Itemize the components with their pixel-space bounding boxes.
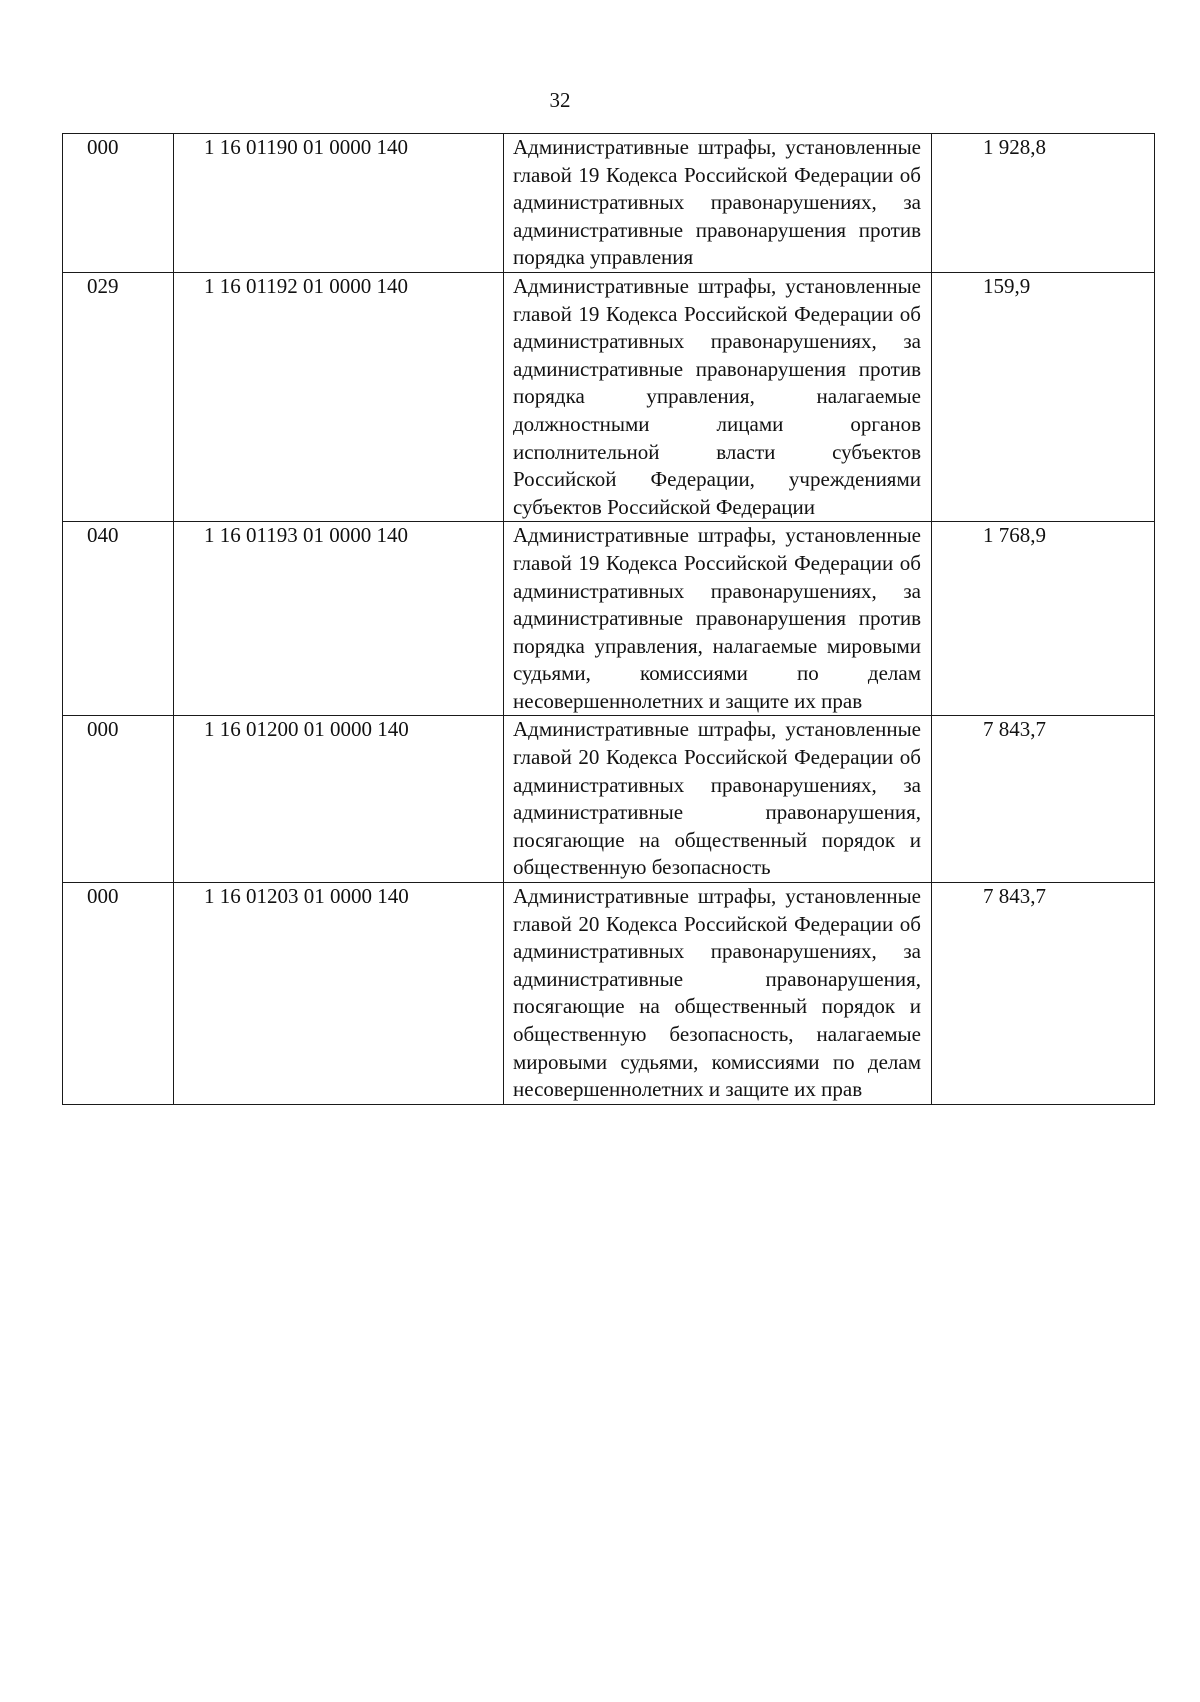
admin-code-cell: 040: [63, 522, 174, 716]
kbk-code-cell: 1 16 01192 01 0000 140: [174, 272, 504, 521]
amount-cell: 1 768,9: [932, 522, 1155, 716]
budget-revenue-table: [62, 133, 1155, 1105]
table-row: [63, 272, 1155, 521]
revenue-name-cell: Административные штрафы, установленные главой 20 Кодекса Российской Федерации об административных правонарушениях, за административные правонарушения, посягающие на общественный порядок и общественную безопасность: [504, 716, 932, 883]
kbk-code-cell: 1 16 01193 01 0000 140: [174, 522, 504, 716]
kbk-code-cell: 1 16 01200 01 0000 140: [174, 716, 504, 883]
table-row: [63, 134, 1155, 273]
admin-code-cell: 000: [63, 134, 174, 273]
revenue-name-cell: Административные штрафы, установленные главой 19 Кодекса Российской Федерации об административных правонарушениях, за административные правонарушения против порядка управления, налагаемые должностными лицами органов исполнительной власти субъектов Российской Федерации, учреждениями субъектов Российской Федерации: [504, 272, 932, 521]
amount-cell: 7 843,7: [932, 716, 1155, 883]
kbk-code-cell: 1 16 01203 01 0000 140: [174, 883, 504, 1105]
table-row: [63, 883, 1155, 1105]
amount-cell: 1 928,8: [932, 134, 1155, 273]
table-row: [63, 716, 1155, 883]
admin-code-cell: 000: [63, 883, 174, 1105]
admin-code-cell: 000: [63, 716, 174, 883]
admin-code-cell: 029: [63, 272, 174, 521]
amount-cell: 7 843,7: [932, 883, 1155, 1105]
revenue-name-cell: Административные штрафы, установленные главой 19 Кодекса Российской Федерации об административных правонарушениях, за административные правонарушения против порядка управления: [504, 134, 932, 273]
table-row: [63, 522, 1155, 716]
amount-cell: 159,9: [932, 272, 1155, 521]
page-number: 32: [549, 88, 571, 112]
kbk-code-cell: 1 16 01190 01 0000 140: [174, 134, 504, 273]
revenue-name-cell: Административные штрафы, установленные главой 19 Кодекса Российской Федерации об административных правонарушениях, за административные правонарушения против порядка управления, налагаемые мировыми судьями, комиссиями по делам несовершеннолетних и защите их прав: [504, 522, 932, 716]
revenue-name-cell: Административные штрафы, установленные главой 20 Кодекса Российской Федерации об административных правонарушениях, за административные правонарушения, посягающие на общественный порядок и общественную безопасность, налагаемые мировыми судьями, комиссиями по делам несовершеннолетних и защите их прав: [504, 883, 932, 1105]
